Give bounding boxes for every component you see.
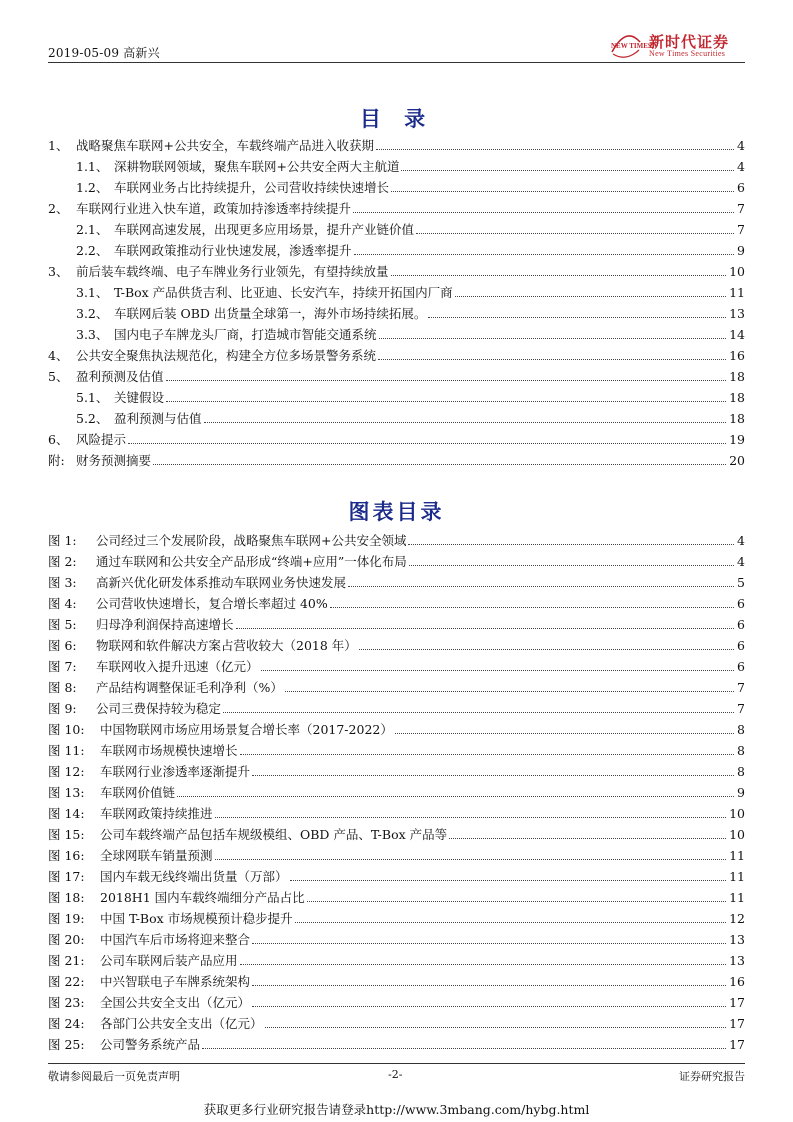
figure-entry[interactable] xyxy=(48,761,745,782)
figure-entry[interactable] xyxy=(48,593,745,614)
entry-number: 5、 xyxy=(48,369,69,384)
entry-label xyxy=(48,866,288,887)
entry-page-number: 18 xyxy=(728,387,745,408)
logo-chinese-name: 新时代证券 xyxy=(649,33,730,51)
entry-number: 3、 xyxy=(48,264,69,279)
entry-label xyxy=(48,530,406,551)
entry-page-number: 8 xyxy=(736,719,745,740)
leader-dots xyxy=(128,443,726,444)
toc-entry[interactable] xyxy=(48,450,745,471)
entry-number: 图 5: xyxy=(48,617,77,632)
entry-text: 归母净利润保持高速增长 xyxy=(96,617,234,632)
entry-text: 国内电子车牌龙头厂商，打造城市智能交通系统 xyxy=(114,327,377,342)
leader-dots xyxy=(153,464,726,465)
entry-text: 车联网业务占比持续提升，公司营收持续快速增长 xyxy=(114,180,390,195)
entry-number: 1.1、 xyxy=(76,159,109,174)
entry-label xyxy=(48,1034,200,1055)
entry-text: 战略聚焦车联网+公共安全，车载终端产品进入收获期 xyxy=(76,138,374,153)
toc-entry[interactable] xyxy=(48,156,745,177)
leader-dots xyxy=(285,691,734,692)
entry-label xyxy=(76,156,399,177)
leader-dots xyxy=(295,922,726,923)
entry-text: 国内车载无线终端出货量（万部） xyxy=(100,869,288,884)
entry-page-number: 4 xyxy=(736,156,745,177)
entry-text: 高新兴优化研发体系推动车联网业务快速发展 xyxy=(96,575,347,590)
leader-dots xyxy=(376,149,734,150)
toc-entry[interactable] xyxy=(48,177,745,198)
entry-number: 4、 xyxy=(48,348,69,363)
toc-entry[interactable] xyxy=(48,303,745,324)
entry-label xyxy=(48,572,346,593)
entry-text: 车联网政策推动行业快速发展，渗透率提升 xyxy=(114,243,352,258)
entry-label xyxy=(48,656,259,677)
entry-label xyxy=(48,1013,263,1034)
entry-text: 2018H1 国内车载终端细分产品占比 xyxy=(100,890,305,905)
leader-dots xyxy=(166,401,726,402)
entry-page-number: 5 xyxy=(736,572,745,593)
entry-label xyxy=(76,408,202,429)
entry-text: 中兴智联电子车牌系统架构 xyxy=(100,974,251,989)
entry-page-number: 7 xyxy=(736,198,745,219)
entry-label xyxy=(48,992,250,1013)
entry-text: 公司经过三个发展阶段，战略聚焦车联网+公共安全领域 xyxy=(96,533,407,548)
entry-label xyxy=(48,345,376,366)
entry-page-number: 18 xyxy=(728,408,745,429)
entry-number: 2.1、 xyxy=(76,222,109,237)
figure-entry[interactable] xyxy=(48,929,745,950)
figure-entry[interactable] xyxy=(48,635,745,656)
entry-text: 通过车联网和公共安全产品形成“终端+应用”一体化布局 xyxy=(96,554,407,569)
toc-entry[interactable] xyxy=(48,219,745,240)
entry-page-number: 16 xyxy=(728,971,745,992)
entry-page-number: 19 xyxy=(728,429,745,450)
entry-page-number: 6 xyxy=(736,593,745,614)
entry-number: 图 19: xyxy=(48,911,85,926)
figure-entry[interactable] xyxy=(48,530,745,551)
entry-label xyxy=(76,324,377,345)
entry-label xyxy=(48,614,234,635)
figures-list xyxy=(48,530,745,1055)
entry-page-number: 11 xyxy=(728,282,745,303)
page-header xyxy=(48,0,745,64)
leader-dots xyxy=(290,880,726,881)
entry-number: 图 22: xyxy=(48,974,85,989)
entry-page-number: 16 xyxy=(728,345,745,366)
entry-page-number: 14 xyxy=(728,324,745,345)
entry-number: 3.2、 xyxy=(76,306,109,321)
entry-label xyxy=(48,198,351,219)
entry-label xyxy=(48,635,357,656)
leader-dots xyxy=(353,212,734,213)
figure-entry[interactable] xyxy=(48,1013,745,1034)
leader-dots xyxy=(204,422,726,423)
entry-page-number: 20 xyxy=(728,450,745,471)
entry-page-number: 7 xyxy=(736,677,745,698)
entry-number: 6、 xyxy=(48,432,69,447)
entry-page-number: 10 xyxy=(728,261,745,282)
entry-number: 图 7: xyxy=(48,659,77,674)
leader-dots xyxy=(240,754,734,755)
figure-entry[interactable] xyxy=(48,677,745,698)
entry-label xyxy=(48,803,213,824)
entry-label xyxy=(48,824,447,845)
entry-number: 图 18: xyxy=(48,890,85,905)
entry-label xyxy=(48,782,175,803)
entry-text: 产品结构调整保证毛利净利（%） xyxy=(96,680,283,695)
entry-text: 车联网收入提升迅速（亿元） xyxy=(96,659,259,674)
entry-number: 图 24: xyxy=(48,1016,85,1031)
leader-dots xyxy=(215,859,726,860)
footer-divider xyxy=(48,1063,745,1064)
header-date-author: 2019-05-09 高新兴 xyxy=(48,46,160,60)
logo-badge-icon xyxy=(609,32,652,60)
figure-entry[interactable] xyxy=(48,908,745,929)
leader-dots xyxy=(330,607,734,608)
entry-text: 公司营收快速增长，复合增长率超过 40% xyxy=(96,596,328,611)
entry-text: 盈利预测与估值 xyxy=(114,411,202,426)
toc-title: 目 录 xyxy=(359,106,434,131)
entry-page-number: 4 xyxy=(736,530,745,551)
entry-page-number: 10 xyxy=(728,824,745,845)
leader-dots xyxy=(395,733,734,734)
entry-text: 深耕物联网领域，聚焦车联网+公共安全两大主航道 xyxy=(114,159,400,174)
entry-label xyxy=(48,929,250,950)
entry-number: 图 16: xyxy=(48,848,85,863)
entry-text: 车联网高速发展，出现更多应用场景，提升产业链价值 xyxy=(114,222,415,237)
leader-dots xyxy=(261,670,734,671)
leader-dots xyxy=(428,317,726,318)
entry-number: 图 25: xyxy=(48,1037,85,1052)
leader-dots xyxy=(236,628,734,629)
company-logo xyxy=(609,30,745,62)
entry-text: 公司警务系统产品 xyxy=(100,1037,201,1052)
entry-page-number: 7 xyxy=(736,219,745,240)
entry-label xyxy=(48,135,374,156)
entry-label xyxy=(48,950,238,971)
entry-page-number: 17 xyxy=(728,1013,745,1034)
entry-label xyxy=(48,845,213,866)
entry-number: 图 4: xyxy=(48,596,77,611)
figure-entry[interactable] xyxy=(48,887,745,908)
entry-number: 图 1: xyxy=(48,533,77,548)
entry-number: 3.1、 xyxy=(76,285,109,300)
figure-entry[interactable] xyxy=(48,824,745,845)
toc-entry[interactable] xyxy=(48,282,745,303)
figure-entry[interactable] xyxy=(48,551,745,572)
entry-number: 图 21: xyxy=(48,953,85,968)
entry-number: 图 9: xyxy=(48,701,77,716)
entry-page-number: 8 xyxy=(736,761,745,782)
toc-entry[interactable] xyxy=(48,366,745,387)
leader-dots xyxy=(391,275,726,276)
entry-page-number: 17 xyxy=(728,992,745,1013)
figure-entry[interactable] xyxy=(48,950,745,971)
entry-text: 财务预测摘要 xyxy=(76,453,152,468)
entry-label xyxy=(48,551,407,572)
toc-entry[interactable] xyxy=(48,261,745,282)
entry-label xyxy=(76,282,453,303)
figure-entry[interactable] xyxy=(48,845,745,866)
entry-number: 图 10: xyxy=(48,722,85,737)
entry-label xyxy=(48,887,305,908)
leader-dots xyxy=(223,712,734,713)
entry-page-number: 4 xyxy=(736,551,745,572)
entry-page-number: 8 xyxy=(736,740,745,761)
entry-text: 车联网市场规模快速增长 xyxy=(100,743,238,758)
entry-page-number: 4 xyxy=(736,135,745,156)
leader-dots xyxy=(416,233,734,234)
entry-page-number: 6 xyxy=(736,635,745,656)
entry-page-number: 9 xyxy=(736,240,745,261)
entry-text: 各部门公共安全支出（亿元） xyxy=(100,1016,263,1031)
entry-text: 关键假设 xyxy=(114,390,165,405)
leader-dots xyxy=(252,775,734,776)
entry-number: 图 14: xyxy=(48,806,85,821)
entry-number: 图 6: xyxy=(48,638,77,653)
entry-page-number: 9 xyxy=(736,782,745,803)
entry-text: 风险提示 xyxy=(76,432,127,447)
toc-entry[interactable] xyxy=(48,408,745,429)
figures-title: 图表目录 xyxy=(348,499,445,524)
entry-number: 5.2、 xyxy=(76,411,109,426)
leader-dots xyxy=(455,296,726,297)
footer-disclaimer: 敬请参阅最后一页免责声明 xyxy=(48,1070,180,1083)
entry-label xyxy=(48,740,238,761)
figure-entry[interactable] xyxy=(48,992,745,1013)
footer-page-number: -2- xyxy=(388,1068,403,1081)
logo-badge-text: NEW TIMES xyxy=(611,42,652,50)
entry-number: 图 20: xyxy=(48,932,85,947)
entry-label xyxy=(48,261,389,282)
entry-text: 公司车联网后装产品应用 xyxy=(100,953,238,968)
toc-entry[interactable] xyxy=(48,429,745,450)
toc-entry[interactable] xyxy=(48,198,745,219)
toc-entry[interactable] xyxy=(48,324,745,345)
entry-number: 图 17: xyxy=(48,869,85,884)
entry-text: 公司三费保持较为稳定 xyxy=(96,701,222,716)
header-divider xyxy=(48,62,745,63)
figure-entry[interactable] xyxy=(48,1034,745,1055)
entry-text: 前后装车载终端、电子车牌业务行业领先，有望持续放量 xyxy=(76,264,389,279)
leader-dots xyxy=(252,1006,726,1007)
entry-number: 图 2: xyxy=(48,554,77,569)
entry-page-number: 12 xyxy=(728,908,745,929)
figure-entry[interactable] xyxy=(48,614,745,635)
leader-dots xyxy=(265,1027,726,1028)
entry-number: 图 23: xyxy=(48,995,85,1010)
figure-entry[interactable] xyxy=(48,971,745,992)
entry-page-number: 7 xyxy=(736,698,745,719)
entry-label xyxy=(76,240,352,261)
entry-label xyxy=(48,908,293,929)
leader-dots xyxy=(252,943,726,944)
entry-number: 图 12: xyxy=(48,764,85,779)
entry-text: 公司车载终端产品包括车规级模组、OBD 产品、T-Box 产品等 xyxy=(100,827,448,842)
entry-label xyxy=(76,387,164,408)
entry-label xyxy=(48,366,164,387)
leader-dots xyxy=(378,359,726,360)
figure-entry[interactable] xyxy=(48,698,745,719)
entry-label xyxy=(48,429,126,450)
toc-entry[interactable] xyxy=(48,345,745,366)
leader-dots xyxy=(307,901,726,902)
toc-entry[interactable] xyxy=(48,387,745,408)
entry-label xyxy=(76,177,389,198)
entry-number: 图 15: xyxy=(48,827,85,842)
entry-page-number: 13 xyxy=(728,929,745,950)
toc-entry[interactable] xyxy=(48,240,745,261)
entry-page-number: 11 xyxy=(728,845,745,866)
figure-entry[interactable] xyxy=(48,740,745,761)
figure-entry[interactable] xyxy=(48,866,745,887)
entry-text: 车联网行业进入快车道，政策加持渗透率持续提升 xyxy=(76,201,352,216)
entry-page-number: 10 xyxy=(728,803,745,824)
promo-link[interactable]: 获取更多行业研究报告请登录http://www.3mbang.com/hybg.html xyxy=(203,1102,590,1117)
entry-label xyxy=(48,698,221,719)
entry-text: 盈利预测及估值 xyxy=(76,369,164,384)
entry-label xyxy=(48,719,393,740)
entry-label xyxy=(48,761,250,782)
leader-dots xyxy=(177,796,734,797)
figure-entry[interactable] xyxy=(48,782,745,803)
leader-dots xyxy=(449,838,726,839)
leader-dots xyxy=(379,338,726,339)
toc-list xyxy=(48,135,745,471)
entry-text: 车联网价值链 xyxy=(100,785,176,800)
entry-page-number: 13 xyxy=(728,950,745,971)
entry-page-number: 11 xyxy=(728,866,745,887)
entry-page-number: 13 xyxy=(728,303,745,324)
entry-page-number: 17 xyxy=(728,1034,745,1055)
entry-number: 1.2、 xyxy=(76,180,109,195)
entry-number: 图 3: xyxy=(48,575,77,590)
entry-text: 车联网行业渗透率逐渐提升 xyxy=(100,764,251,779)
leader-dots xyxy=(354,254,734,255)
entry-label xyxy=(48,593,328,614)
entry-text: T-Box 产品供货吉利、比亚迪、长安汽车，持续开拓国内厂商 xyxy=(114,285,453,300)
figure-entry[interactable] xyxy=(48,656,745,677)
entry-text: 中国物联网市场应用场景复合增长率（2017-2022） xyxy=(100,722,393,737)
entry-number: 1、 xyxy=(48,138,69,153)
entry-label xyxy=(48,677,283,698)
entry-number: 图 11: xyxy=(48,743,85,758)
entry-number: 3.3、 xyxy=(76,327,109,342)
leader-dots xyxy=(409,565,734,566)
entry-page-number: 11 xyxy=(728,887,745,908)
entry-label xyxy=(48,450,151,471)
leader-dots xyxy=(359,649,734,650)
entry-number: 附: xyxy=(48,453,65,468)
entry-text: 中国 T-Box 市场规模预计稳步提升 xyxy=(100,911,293,926)
entry-text: 公共安全聚焦执法规范化，构建全方位多场景警务系统 xyxy=(76,348,377,363)
entry-text: 车联网政策持续推进 xyxy=(100,806,213,821)
entry-page-number: 6 xyxy=(736,656,745,677)
entry-label xyxy=(76,303,426,324)
entry-text: 物联网和软件解决方案占营收较大（2018 年） xyxy=(96,638,357,653)
figure-entry[interactable] xyxy=(48,572,745,593)
figure-entry[interactable] xyxy=(48,719,745,740)
leader-dots xyxy=(202,1048,726,1049)
leader-dots xyxy=(166,380,726,381)
entry-number: 图 13: xyxy=(48,785,85,800)
entry-number: 图 8: xyxy=(48,680,77,695)
entry-number: 2.2、 xyxy=(76,243,109,258)
entry-label xyxy=(48,971,250,992)
entry-text: 车联网后装 OBD 出货量全球第一，海外市场持续拓展。 xyxy=(114,306,427,321)
footer-report-type: 证券研究报告 xyxy=(679,1070,745,1083)
entry-label xyxy=(76,219,414,240)
entry-page-number: 18 xyxy=(728,366,745,387)
entry-text: 中国汽车后市场将迎来整合 xyxy=(100,932,251,947)
leader-dots xyxy=(408,544,734,545)
figure-entry[interactable] xyxy=(48,803,745,824)
leader-dots xyxy=(215,817,726,818)
entry-page-number: 6 xyxy=(736,177,745,198)
entry-number: 2、 xyxy=(48,201,69,216)
entry-page-number: 6 xyxy=(736,614,745,635)
logo-english-name: New Times Securities xyxy=(649,49,726,58)
leader-dots xyxy=(401,170,734,171)
leader-dots xyxy=(240,964,726,965)
entry-number: 5.1、 xyxy=(76,390,109,405)
toc-entry[interactable] xyxy=(48,135,745,156)
entry-text: 全球网联车销量预测 xyxy=(100,848,213,863)
leader-dots xyxy=(252,985,726,986)
leader-dots xyxy=(391,191,734,192)
leader-dots xyxy=(348,586,734,587)
entry-text: 全国公共安全支出（亿元） xyxy=(100,995,251,1010)
